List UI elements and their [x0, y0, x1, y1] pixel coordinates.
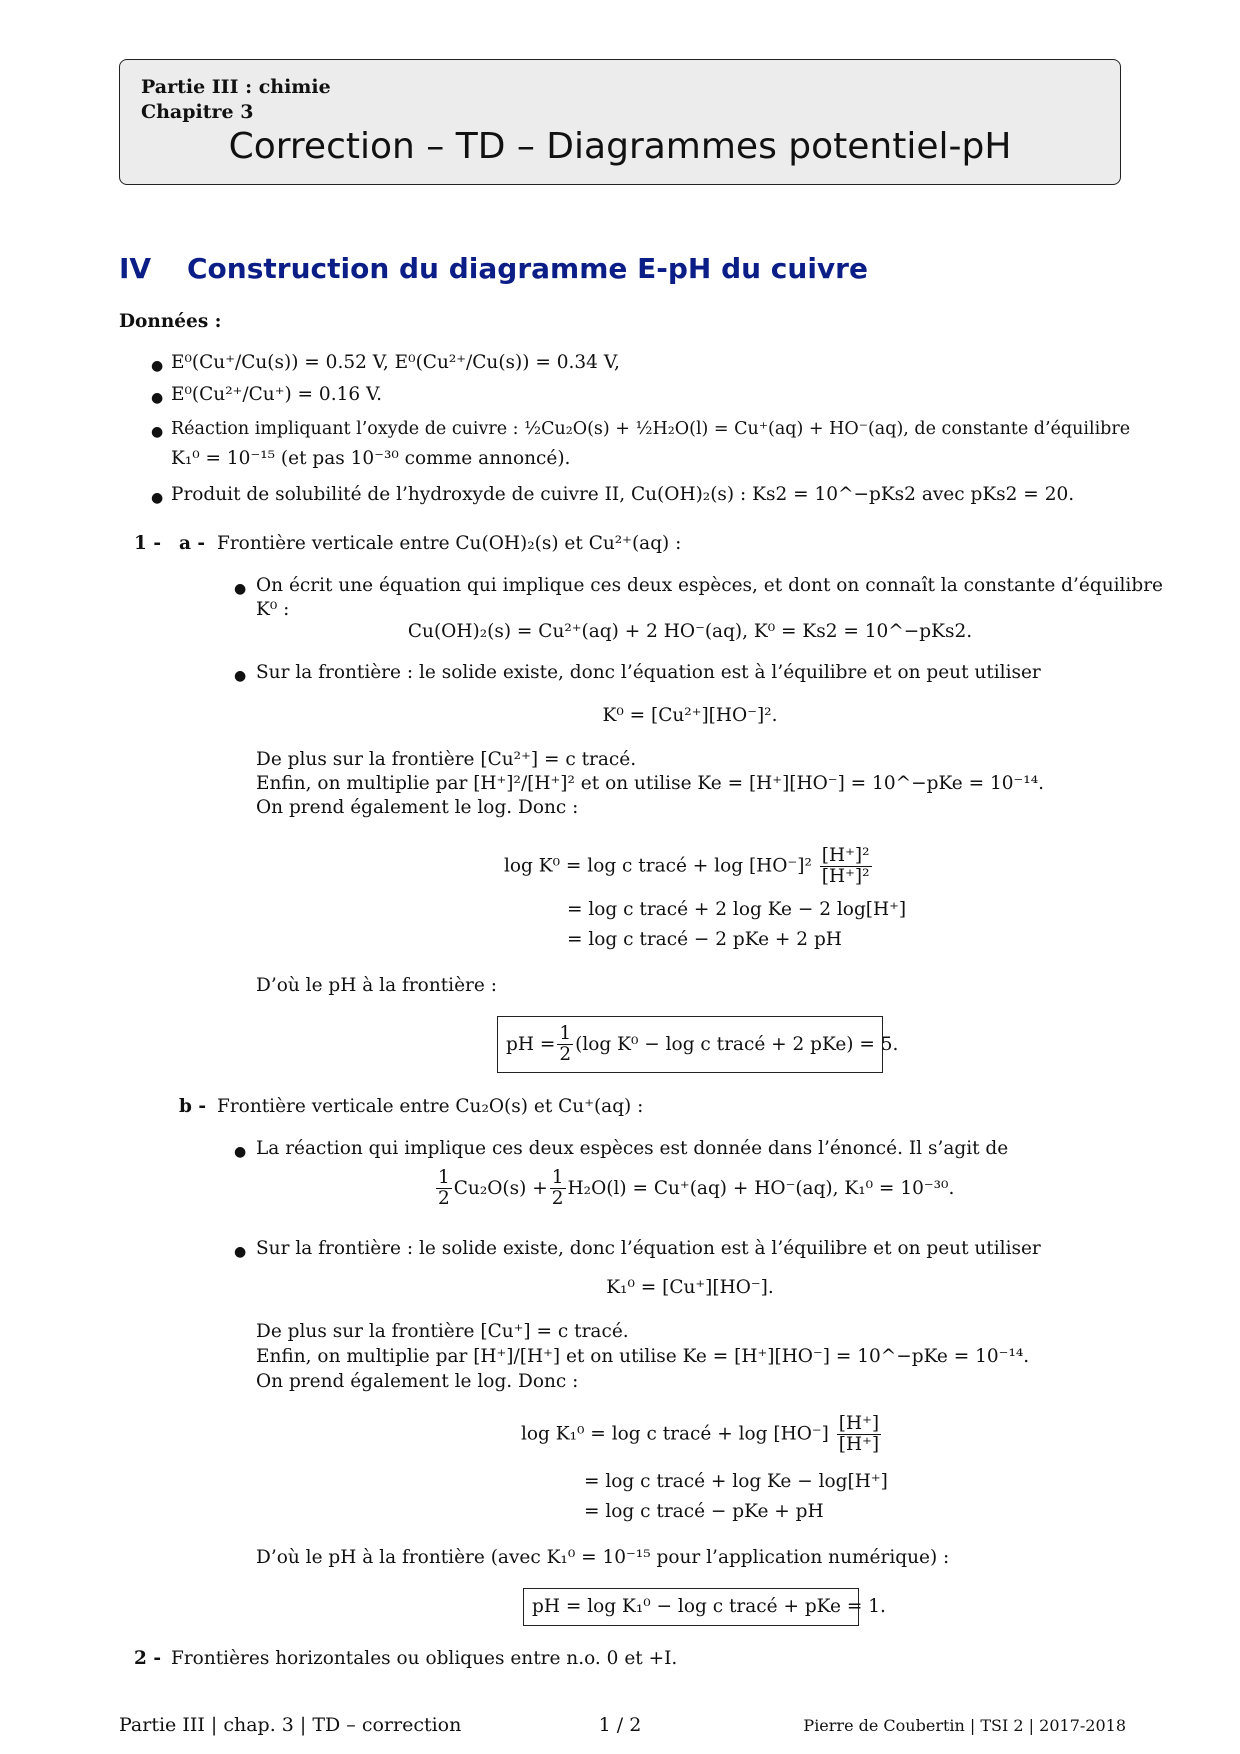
- paragraph: D’où le pH à la frontière (avec K₁⁰ = 10⁻¹⁵ pour l’application numérique) :: [256, 1547, 950, 1568]
- fraction: [820, 846, 872, 887]
- fraction-numerator: 1: [438, 1167, 450, 1188]
- fraction-denominator: 2: [438, 1188, 450, 1209]
- subquestion-title: Frontière verticale entre Cu(OH)₂(s) et Cu²⁺(aq) :: [217, 533, 682, 554]
- subquestion-label: b -: [179, 1096, 207, 1117]
- paragraph: Sur la frontière : le solide existe, donc l’équation est à l’équilibre et on peut utiliser: [256, 1238, 1041, 1259]
- equation-text: Cu₂O(s) +: [453, 1177, 548, 1199]
- paragraph: Sur la frontière : le solide existe, donc l’équation est à l’équilibre et on peut utiliser: [256, 662, 1041, 683]
- fraction-denominator: 2: [559, 1044, 572, 1065]
- bullet-icon: ●: [151, 390, 164, 406]
- fraction: [550, 1168, 566, 1209]
- bullet-icon: ●: [151, 490, 164, 506]
- paragraph: Enfin, on multiplie par [H⁺]²/[H⁺]² et on utilise Ke = [H⁺][HO⁻] = 10^−pKe = 10⁻¹⁴.: [256, 773, 1044, 794]
- equation-line: = log c tracé − 2 pKe + 2 pH: [567, 929, 842, 950]
- fraction-numerator: [H⁺]: [838, 1413, 880, 1434]
- page-number: 1 / 2: [598, 1714, 642, 1736]
- paragraph: On écrit une équation qui implique ces deux espèces, et dont on connaît la constante d’équilibre: [256, 575, 1163, 596]
- equation-line: = log c tracé − pKe + pH: [584, 1501, 824, 1522]
- equation: K⁰ = [Cu²⁺][HO⁻]².: [602, 705, 778, 726]
- part-label: Partie III : chimie: [141, 76, 331, 98]
- equation-text: H₂O(l) = Cu⁺(aq) + HO⁻(aq), K₁⁰ = 10⁻³⁰.: [567, 1177, 955, 1199]
- paragraph: De plus sur la frontière [Cu²⁺] = c tracé.: [256, 749, 637, 770]
- bullet-icon: ●: [234, 581, 247, 597]
- paragraph: On prend également le log. Donc :: [256, 797, 579, 818]
- fraction-denominator: [H⁺]: [838, 1434, 880, 1455]
- result-box: [523, 1588, 886, 1626]
- data-item: E⁰(Cu⁺/Cu(s)) = 0.52 V, E⁰(Cu²⁺/Cu(s)) = 0.34 V,: [171, 352, 620, 373]
- fraction: [557, 1024, 573, 1065]
- equation-text: log K⁰ = log c tracé + log [HO⁻]²: [504, 855, 812, 877]
- result-text: pH = log K₁⁰ − log c tracé + pKe = 1.: [532, 1596, 886, 1617]
- fraction-denominator: 2: [551, 1188, 564, 1209]
- bullet-icon: ●: [234, 668, 247, 684]
- data-item: K₁⁰ = 10⁻¹⁵ (et pas 10⁻³⁰ comme annoncé).: [171, 448, 571, 469]
- paragraph: Frontières horizontales ou obliques entre n.o. 0 et +I.: [171, 1648, 678, 1669]
- paragraph: On prend également le log. Donc :: [256, 1371, 579, 1392]
- page-title: Correction – TD – Diagrammes potentiel-pH: [228, 126, 1012, 167]
- fraction-numerator: [H⁺]²: [821, 845, 870, 866]
- equation: Cu(OH)₂(s) = Cu²⁺(aq) + 2 HO⁻(aq), K⁰ = Ks2 = 10^−pKs2.: [407, 621, 973, 642]
- data-item: Réaction impliquant l’oxyde de cuivre : ½Cu₂O(s) + ½H₂O(l) = Cu⁺(aq) + HO⁻(aq), de constante d’équilibre: [171, 419, 1131, 439]
- data-heading: Données :: [119, 311, 222, 332]
- data-item: Produit de solubilité de l’hydroxyde de cuivre II, Cu(OH)₂(s) : Ks2 = 10^−pKs2 avec pKs2 = 20.: [171, 484, 1075, 505]
- equation-line: = log c tracé + 2 log Ke − 2 log[H⁺]: [567, 899, 907, 920]
- question-number: 1 -: [134, 533, 161, 554]
- footer-left: Partie III | chap. 3 | TD – correction: [119, 1714, 462, 1736]
- fraction: [436, 1168, 452, 1209]
- paragraph: K⁰ :: [256, 599, 290, 620]
- question-number: 2 -: [134, 1648, 161, 1669]
- paragraph: Enfin, on multiplie par [H⁺]/[H⁺] et on utilise Ke = [H⁺][HO⁻] = 10^−pKe = 10⁻¹⁴.: [256, 1346, 1030, 1367]
- result-text: (log K⁰ − log c tracé + 2 pKe) = 5.: [575, 1033, 899, 1055]
- equation-line: = log c tracé + log Ke − log[H⁺]: [584, 1471, 888, 1492]
- result-text: pH =: [506, 1033, 556, 1055]
- data-item: E⁰(Cu²⁺/Cu⁺) = 0.16 V.: [171, 384, 383, 405]
- equation-line: [521, 1414, 883, 1455]
- section-number: IV: [119, 252, 152, 285]
- section-title: Construction du diagramme E-pH du cuivre: [187, 252, 868, 285]
- equation-text: log K₁⁰ = log c tracé + log [HO⁻]: [521, 1423, 829, 1445]
- equation: K₁⁰ = [Cu⁺][HO⁻].: [606, 1277, 774, 1298]
- chapter-label: Chapitre 3: [141, 101, 254, 123]
- paragraph: De plus sur la frontière [Cu⁺] = c tracé.: [256, 1321, 629, 1342]
- fraction-numerator: 1: [551, 1167, 564, 1188]
- fraction: [837, 1414, 881, 1455]
- fraction-numerator: 1: [559, 1023, 572, 1044]
- footer-right: Pierre de Coubertin | TSI 2 | 2017-2018: [803, 1716, 1126, 1735]
- paragraph: D’où le pH à la frontière :: [256, 975, 497, 996]
- subquestion-label: a -: [179, 533, 206, 554]
- bullet-icon: ●: [234, 1144, 247, 1160]
- section-heading: [119, 252, 868, 285]
- fraction-denominator: [H⁺]²: [821, 866, 870, 887]
- bullet-icon: ●: [234, 1244, 247, 1260]
- paragraph: La réaction qui implique ces deux espèces est donnée dans l’énoncé. Il s’agit de: [256, 1138, 1009, 1159]
- bullet-icon: ●: [151, 358, 164, 374]
- equation-line: [434, 1168, 954, 1209]
- equation-line: [504, 846, 874, 887]
- subquestion-title: Frontière verticale entre Cu₂O(s) et Cu⁺(aq) :: [217, 1096, 644, 1117]
- bullet-icon: ●: [151, 424, 164, 440]
- result-box: [497, 1016, 899, 1073]
